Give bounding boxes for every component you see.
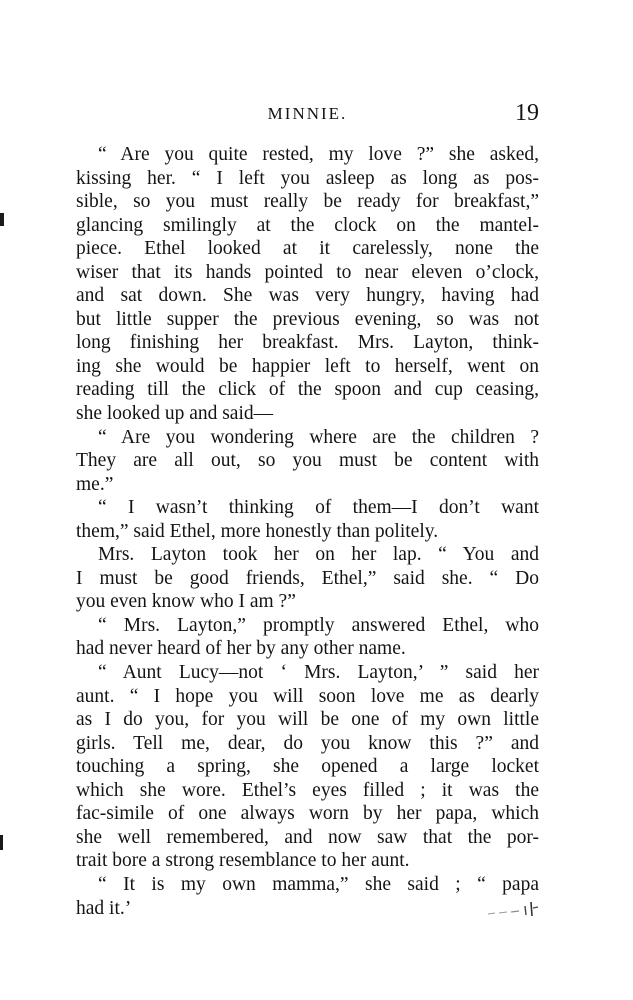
text-line: ing she would be happier left to herself, went on (76, 355, 539, 377)
body-text (76, 143, 539, 920)
text-line: They are all out, so you must be content with (76, 450, 539, 472)
text-line: she well remembered, and now saw that the por- (76, 826, 539, 848)
text-line: as I do you, for you will be one of my own little (76, 709, 539, 731)
text-line: you even know who I am ?” (76, 591, 296, 613)
running-title: MINNIE. (267, 104, 348, 123)
margin-mark (0, 835, 3, 850)
text-line: long finishing her breakfast. Mrs. Layton, think- (76, 332, 539, 354)
ink-smudge (486, 898, 556, 920)
text-line: sible, so you must really be ready for breakfast,” (76, 191, 539, 213)
text-line: them,” said Ethel, more honestly than politely. (76, 520, 439, 542)
text-line: “ Are you wondering where are the children ? (98, 426, 539, 448)
text-line: Mrs. Layton took her on her lap. “ You and (98, 544, 539, 566)
text-line: trait bore a strong resemblance to her aunt. (76, 850, 410, 872)
text-line: “ It is my own mamma,” she said ; “ papa (98, 873, 539, 895)
margin-mark (0, 213, 4, 226)
text-line: girls. Tell me, dear, do you know this ?” and (76, 732, 539, 754)
running-head (76, 100, 539, 130)
text-line: had it.’ (76, 897, 132, 919)
text-line: “ I wasn’t thinking of them—I don’t want (98, 497, 539, 519)
text-line: she looked up and said— (76, 403, 274, 425)
text-line: “ Are you quite rested, my love ?” she asked, (98, 144, 539, 165)
text-line: and sat down. She was very hungry, having had (76, 285, 539, 307)
text-line: reading till the click of the spoon and cup ceasing, (76, 379, 539, 401)
text-line: kissing her. “ I left you asleep as long as pos- (76, 167, 539, 189)
text-line: wiser that its hands pointed to near eleven o’clock, (76, 261, 539, 283)
text-line: “ Mrs. Layton,” promptly answered Ethel, who (98, 614, 539, 636)
text-line: touching a spring, she opened a large locket (76, 756, 539, 778)
text-line: which she wore. Ethel’s eyes filled ; it was the (76, 779, 539, 801)
text-line: me.” (76, 473, 114, 495)
text-line: “ Aunt Lucy—not ‘ Mrs. Layton,’ ” said her (98, 662, 539, 684)
text-line: piece. Ethel looked at it carelessly, none the (76, 238, 539, 260)
text-line: aunt. “ I hope you will soon love me as dearly (76, 685, 539, 707)
text-line: but little supper the previous evening, so was not (76, 308, 539, 330)
text-line: glancing smilingly at the clock on the mantel- (76, 214, 539, 236)
page-number: 19 (515, 100, 539, 126)
text-line: had never heard of her by any other name. (76, 638, 406, 660)
text-line: I must be good friends, Ethel,” said she. “ Do (76, 567, 539, 589)
text-line: fac-simile of one always worn by her papa, which (76, 803, 539, 825)
